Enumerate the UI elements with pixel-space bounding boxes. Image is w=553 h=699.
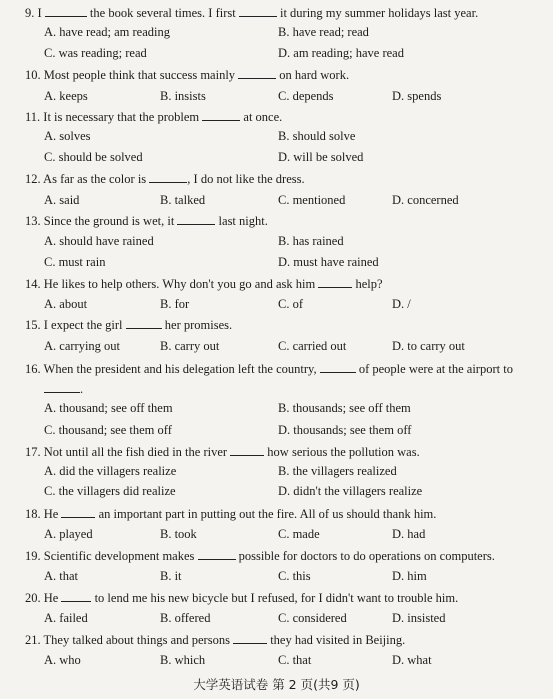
answer-blank (44, 378, 80, 393)
option-a[interactable]: A. carrying out (44, 339, 121, 353)
question-11-options-row2 (0, 147, 553, 167)
answer-blank (45, 2, 87, 17)
option-a[interactable]: A. that (44, 569, 79, 583)
option-b[interactable]: B. offered (160, 611, 211, 625)
question-10-stem: 10. Most people think that success mainly on hard work. (0, 64, 553, 84)
option-c[interactable]: C. made (278, 527, 320, 541)
option-a[interactable]: A. should have rained (44, 234, 154, 248)
option-b[interactable]: B. carry out (160, 339, 220, 353)
option-c[interactable]: C. the villagers did realize (44, 484, 176, 498)
answer-blank (233, 629, 267, 644)
question-19-options (0, 566, 553, 586)
question-18-stem: 18. He an important part in putting out the fire. All of us should thank him. (0, 503, 553, 523)
question-9-options-row2 (0, 43, 553, 63)
question-12-stem: 12. As far as the color is , I do not like the dress. (0, 168, 553, 188)
option-c[interactable]: C. that (278, 653, 312, 667)
option-b[interactable]: B. the villagers realized (278, 464, 397, 478)
option-c[interactable]: C. should be solved (44, 150, 143, 164)
option-d[interactable]: D. concerned (392, 193, 459, 207)
option-a[interactable]: A. said (44, 193, 80, 207)
option-a[interactable]: A. failed (44, 611, 88, 625)
option-b[interactable]: B. it (160, 569, 182, 583)
answer-blank (61, 503, 95, 518)
option-c[interactable]: C. thousand; see them off (44, 423, 172, 437)
option-a[interactable]: A. about (44, 297, 88, 311)
question-9-options-row1 (0, 22, 553, 42)
option-c[interactable]: C. was reading; read (44, 46, 147, 60)
answer-blank (126, 314, 162, 329)
question-16-options-row1 (0, 398, 553, 418)
option-a[interactable]: A. who (44, 653, 81, 667)
question-16-stem: 16. When the president and his delegation left the country, of people were at the airport to (0, 358, 553, 378)
option-d[interactable]: D. what (392, 653, 432, 667)
option-d[interactable]: D. didn't the villagers realize (278, 484, 423, 498)
option-c[interactable]: C. depends (278, 89, 334, 103)
option-d[interactable]: D. him (392, 569, 427, 583)
option-d[interactable]: D. / (392, 297, 411, 311)
option-c[interactable]: C. carried out (278, 339, 347, 353)
option-b[interactable]: B. which (160, 653, 206, 667)
question-20-options (0, 608, 553, 628)
question-12-options (0, 190, 553, 210)
option-d[interactable]: D. to carry out (392, 339, 465, 353)
option-b[interactable]: B. have read; read (278, 25, 369, 39)
answer-blank (238, 64, 276, 79)
option-b[interactable]: B. took (160, 527, 197, 541)
question-10-options (0, 86, 553, 106)
option-a[interactable]: A. played (44, 527, 93, 541)
page-footer: 大学英语试卷 第 2 页(共9 页) (193, 677, 360, 692)
option-a[interactable]: A. keeps (44, 89, 88, 103)
option-c[interactable]: C. of (278, 297, 303, 311)
question-21-stem: 21. They talked about things and persons they had visited in Beijing. (0, 629, 553, 649)
question-16-options-row2 (0, 420, 553, 440)
answer-blank (230, 441, 264, 456)
option-c[interactable]: C. must rain (44, 255, 106, 269)
option-b[interactable]: B. has rained (278, 234, 344, 248)
question-11-options-row1 (0, 126, 553, 146)
answer-blank (177, 210, 215, 225)
option-b[interactable]: B. should solve (278, 129, 356, 143)
question-13-options-row2 (0, 252, 553, 272)
question-16-stem-continued: . (0, 378, 553, 398)
option-d[interactable]: D. will be solved (278, 150, 364, 164)
question-9-stem: 9. I the book several times. I first it during my summer holidays last year. (0, 2, 553, 22)
option-d[interactable]: D. insisted (392, 611, 446, 625)
question-17-options-row1 (0, 461, 553, 481)
question-17-stem: 17. Not until all the fish died in the river how serious the pollution was. (0, 441, 553, 461)
question-13-options-row1 (0, 231, 553, 251)
option-b[interactable]: B. insists (160, 89, 206, 103)
question-17-options-row2 (0, 481, 553, 501)
question-21-options (0, 650, 553, 670)
question-15-stem: 15. I expect the girl her promises. (0, 314, 553, 334)
option-c[interactable]: C. this (278, 569, 311, 583)
question-15-options (0, 336, 553, 356)
answer-blank (239, 2, 277, 17)
answer-blank (202, 106, 240, 121)
option-a[interactable]: A. have read; am reading (44, 25, 170, 39)
option-b[interactable]: B. for (160, 297, 190, 311)
answer-blank (149, 168, 187, 183)
question-13-stem: 13. Since the ground is wet, it last night. (0, 210, 553, 230)
option-c[interactable]: C. mentioned (278, 193, 346, 207)
option-b[interactable]: B. talked (160, 193, 206, 207)
option-a[interactable]: A. did the villagers realize (44, 464, 177, 478)
option-d[interactable]: D. thousands; see them off (278, 423, 412, 437)
question-20-stem: 20. He to lend me his new bicycle but I refused, for I didn't want to trouble him. (0, 587, 553, 607)
question-11-stem: 11. It is necessary that the problem at once. (0, 106, 553, 126)
option-b[interactable]: B. thousands; see off them (278, 401, 411, 415)
answer-blank (320, 358, 356, 373)
answer-blank (61, 587, 91, 602)
option-a[interactable]: A. solves (44, 129, 91, 143)
question-18-options (0, 524, 553, 544)
option-d[interactable]: D. am reading; have read (278, 46, 404, 60)
question-14-options (0, 294, 553, 314)
answer-blank (198, 545, 236, 560)
question-19-stem: 19. Scientific development makes possible for doctors to do operations on computers. (0, 545, 553, 565)
option-c[interactable]: C. considered (278, 611, 347, 625)
option-d[interactable]: D. must have rained (278, 255, 379, 269)
option-d[interactable]: D. spends (392, 89, 442, 103)
option-a[interactable]: A. thousand; see off them (44, 401, 173, 415)
question-14-stem: 14. He likes to help others. Why don't you go and ask him help? (0, 273, 553, 293)
option-d[interactable]: D. had (392, 527, 426, 541)
answer-blank (318, 273, 352, 288)
